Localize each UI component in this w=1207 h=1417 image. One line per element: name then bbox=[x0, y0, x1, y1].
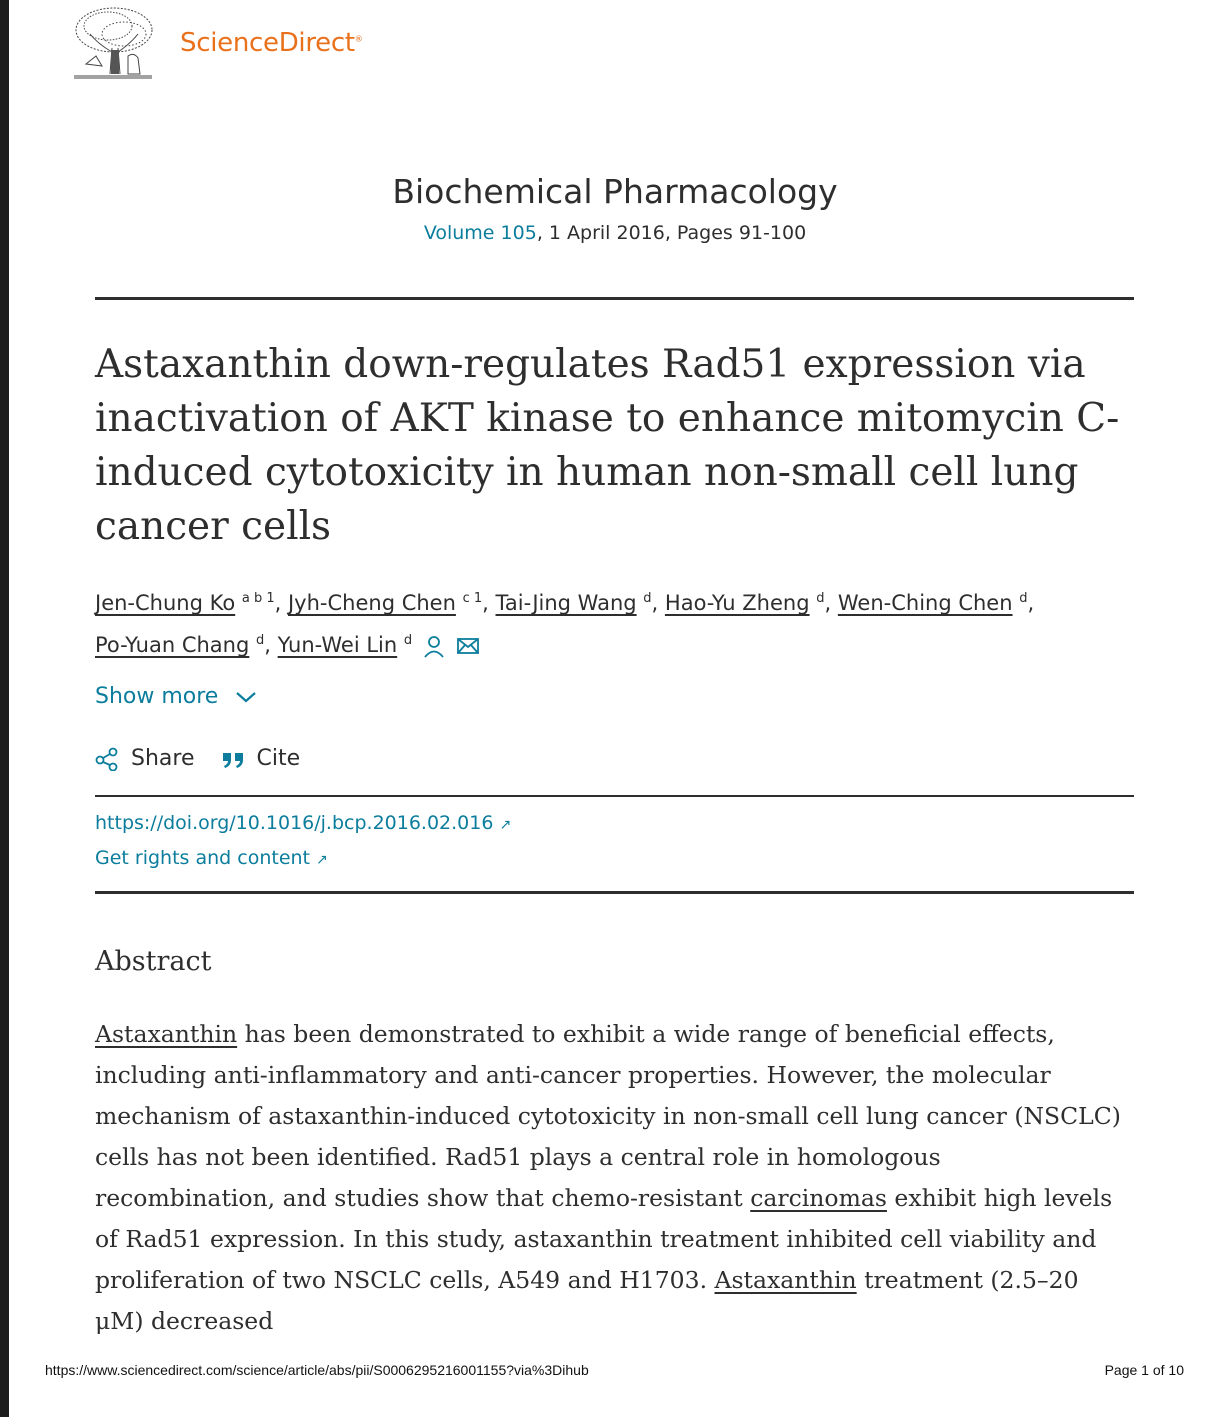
share-button[interactable] bbox=[95, 746, 195, 771]
show-more-button[interactable] bbox=[95, 684, 257, 709]
author-affiliation[interactable]: d bbox=[256, 633, 265, 648]
share-label: Share bbox=[131, 746, 195, 771]
email-icon[interactable] bbox=[456, 636, 480, 656]
abstract-text-segment: treatment (2.5–20 μM) decreased bbox=[95, 1266, 1079, 1335]
author-affiliation[interactable]: d bbox=[403, 633, 413, 648]
volume-link[interactable]: Volume 105 bbox=[423, 222, 537, 244]
share-icon bbox=[95, 747, 119, 771]
doi-text: https://doi.org/10.1016/j.bcp.2016.02.016 bbox=[95, 812, 494, 834]
issue-info bbox=[0, 222, 1207, 244]
abstract-text bbox=[95, 1014, 1125, 1342]
rights-text: Get rights and content bbox=[95, 847, 311, 869]
author-link[interactable]: Yun-Wei Lin bbox=[277, 633, 398, 657]
cite-label: Cite bbox=[256, 746, 301, 771]
author-link[interactable]: Po-Yuan Chang bbox=[95, 633, 250, 657]
show-more-label: Show more bbox=[95, 684, 219, 709]
term-link[interactable]: carcinomas bbox=[750, 1184, 887, 1212]
print-footer-page: Page 1 of 10 bbox=[1104, 1362, 1184, 1378]
author-link[interactable]: Jen-Chung Ko bbox=[95, 591, 236, 615]
author-link[interactable]: Hao-Yu Zheng bbox=[664, 591, 810, 615]
chevron-down-icon bbox=[235, 690, 257, 704]
author-link[interactable]: Tai-Jing Wang bbox=[495, 591, 637, 615]
author-affiliation[interactable]: d bbox=[1019, 591, 1028, 606]
issue-details: , 1 April 2016, Pages 91-100 bbox=[536, 222, 807, 244]
elsevier-tree-logo[interactable] bbox=[68, 4, 158, 82]
author-link[interactable]: Wen-Ching Chen bbox=[837, 591, 1013, 615]
external-link-icon: ↗ bbox=[499, 817, 512, 833]
author-affiliation[interactable]: c 1 bbox=[462, 591, 483, 606]
author-affiliation[interactable]: d bbox=[816, 591, 825, 606]
left-edge-bar bbox=[0, 0, 9, 1417]
actions-divider bbox=[95, 795, 1134, 797]
quote-icon bbox=[221, 749, 245, 769]
abstract-text-segment: exhibit high levels of Rad51 expression. In this study, astaxanthin treatment inhibited cell viability and proliferation of two NSCLC cells, A549 and H1703. bbox=[95, 1184, 1113, 1294]
doi-divider bbox=[95, 891, 1134, 894]
author-affiliation[interactable]: d bbox=[643, 591, 652, 606]
article-actions bbox=[95, 746, 326, 771]
sciencedirect-brand[interactable]: ScienceDirect® bbox=[180, 28, 363, 58]
article-title: Astaxanthin down-regulates Rad51 expression via inactivation of AKT kinase to enhance mitomycin C-induced cytotoxicity in human non-small cell lung cancer cells bbox=[95, 342, 1120, 549]
print-footer-url: https://www.sciencedirect.com/science/article/abs/pii/S0006295216001155?via%3Dihub bbox=[45, 1362, 589, 1378]
rights-link[interactable] bbox=[95, 847, 328, 869]
abstract-text-segment: has been demonstrated to exhibit a wide range of beneficial effects, including anti-inflammatory and anti-cancer properties. However, the molecular mechanism of astaxanthin-induced cytotoxicity in non-small cell lung cancer (NSCLC) cells has not been identified. Rad51 plays a central role in homologous recombination, and studies show that chemo-resistant bbox=[95, 1020, 1121, 1212]
person-icon[interactable] bbox=[423, 634, 445, 658]
term-link[interactable]: Astaxanthin bbox=[95, 1020, 238, 1048]
author-link[interactable]: Jyh-Cheng Chen bbox=[287, 591, 456, 615]
journal-name[interactable]: Biochemical Pharmacology bbox=[392, 172, 838, 211]
header-divider bbox=[95, 297, 1134, 300]
term-link[interactable]: Astaxanthin bbox=[714, 1266, 857, 1294]
author-list: Jen-Chung Ko $^{a b 1}$, Jyh-Cheng Chen $^{c 1}$, Tai-Jing Wang $^d$, Hao-Yu Zheng $^d$, Wen-Ching Chen $^d$, Po-Yuan Chang $^d$, Yun-Wei Lin $^d$ bbox=[95, 591, 1035, 657]
doi-link[interactable] bbox=[95, 812, 511, 834]
cite-button[interactable] bbox=[221, 746, 301, 771]
abstract-heading: Abstract bbox=[95, 946, 212, 977]
author-affiliation[interactable]: a b 1 bbox=[241, 591, 275, 606]
external-link-icon: ↗ bbox=[316, 852, 328, 868]
